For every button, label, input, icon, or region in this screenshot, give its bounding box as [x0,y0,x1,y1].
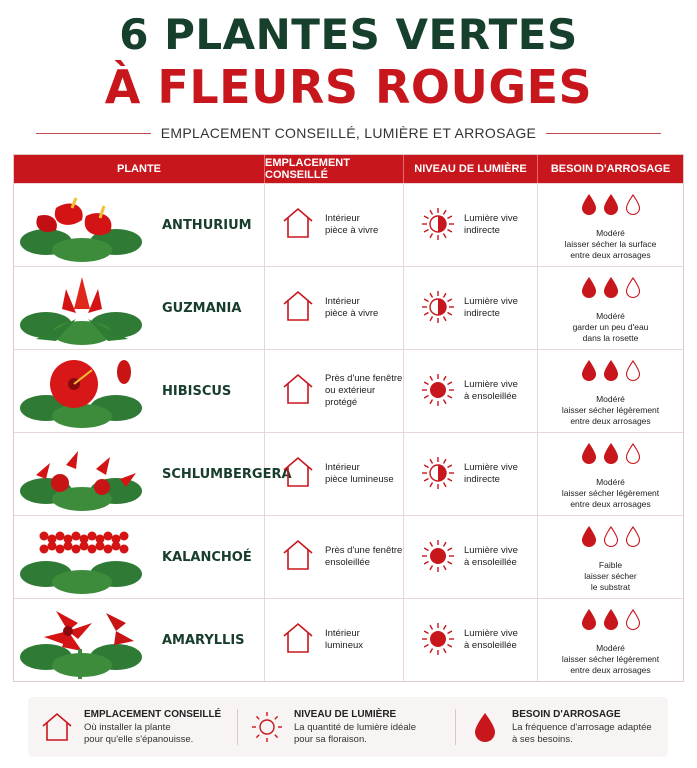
header-light: NIVEAU DE LUMIÈRE [404,155,538,183]
filled-drop-icon [581,443,597,465]
sun-icon [250,710,284,744]
watering-cell [538,516,683,598]
location-text: Intérieur pièce à vivre [325,296,379,319]
legend [28,697,668,757]
filled-drop-icon [603,609,619,631]
plant-cell [14,267,265,349]
filled-drop-icon [581,609,597,631]
filled-drop-icon [603,443,619,465]
legend-desc: Où installer la plante pour qu'elle s'épanouisse. [84,721,194,745]
watering-text: Modéré laisser sécher légèrement entre deux arrosages [561,477,660,509]
page-title-line-1: 6 PLANTES VERTES [119,10,578,59]
house-icon [282,289,314,323]
plant-photo [16,518,148,596]
location-cell [265,599,404,681]
light-cell [404,599,538,681]
half-sun-icon [420,455,456,491]
light-cell [404,350,538,432]
plant-name: SCHLUMBERGERA [162,466,292,482]
plant-table [13,154,684,682]
legend-desc: La fréquence d'arrosage adaptée à ses besoins. [512,721,652,745]
plant-name: GUZMANIA [162,300,242,316]
location-text: Près d'une fenêtre ou extérieur protégé [325,373,403,408]
table-row [14,515,683,598]
plant-cell [14,433,292,515]
empty-drop-icon [625,526,641,548]
watering-cell [538,350,683,432]
location-cell [265,184,404,266]
legend-item-location [28,697,238,757]
empty-drop-icon [625,609,641,631]
watering-text: Modéré laisser sécher légèrement entre deux arrosages [561,394,660,426]
subtitle: EMPLACEMENT CONSEILLÉ, LUMIÈRE ET ARROSAGE [160,125,537,141]
location-cell [265,516,404,598]
legend-title: BESOIN D'ARROSAGE [512,708,621,720]
plant-name: AMARYLLIS [162,632,245,648]
location-text: Intérieur lumineux [325,628,364,651]
table-row [14,432,683,515]
subtitle-row [36,123,661,143]
plant-cell [14,350,265,432]
plant-photo [16,269,148,347]
water-level [538,443,683,465]
house-icon [282,206,314,240]
filled-drop-icon [581,194,597,216]
light-cell [404,184,538,266]
plant-photo [16,352,148,430]
empty-drop-icon [625,443,641,465]
water-level [538,526,683,548]
light-text: Lumière vive à ensoleillée [464,628,518,651]
water-level [538,360,683,382]
house-icon [40,710,74,744]
full-sun-icon [420,372,456,408]
water-level [538,277,683,299]
light-text: Lumière vive à ensoleillée [464,545,518,568]
house-icon [282,455,314,489]
light-cell [404,267,538,349]
location-text: Intérieur pièce lumineuse [325,462,394,485]
location-cell [265,350,404,432]
full-sun-icon [420,538,456,574]
light-cell [404,433,538,515]
half-sun-icon [420,206,456,242]
plant-photo [16,601,148,679]
half-sun-icon [420,289,456,325]
filled-drop-icon [581,526,597,548]
table-row [14,183,683,266]
house-icon [282,621,314,655]
watering-text: Modéré laisser sécher légèrement entre deux arrosages [561,643,660,675]
table-row [14,598,683,681]
page-title-line-2: À FLEURS ROUGES [104,60,593,114]
filled-drop-icon [603,277,619,299]
table-header [14,155,683,183]
plant-cell [14,516,265,598]
light-text: Lumière vive indirecte [464,213,518,236]
light-text: Lumière vive à ensoleillée [464,379,518,402]
watering-cell [538,184,683,266]
filled-drop-icon [603,360,619,382]
header-location: EMPLACEMENT CONSEILLÉ [265,155,404,183]
legend-title: EMPLACEMENT CONSEILLÉ [84,708,222,720]
light-cell [404,516,538,598]
header-plant: PLANTE [14,155,265,183]
divider-line [546,133,661,134]
full-sun-icon [420,621,456,657]
location-cell [265,267,404,349]
house-icon [282,372,314,406]
location-cell [265,433,404,515]
empty-drop-icon [603,526,619,548]
legend-item-watering [456,697,668,757]
filled-drop-icon [581,360,597,382]
legend-desc: La quantité de lumière idéale pour sa floraison. [294,721,417,745]
empty-drop-icon [625,277,641,299]
location-text: Intérieur pièce à vivre [325,213,379,236]
watering-cell [538,267,683,349]
table-row [14,266,683,349]
plant-photo [16,435,148,513]
header-watering: BESOIN D'ARROSAGE [550,163,671,175]
watering-text: Faible laisser sécher le substrat [584,560,637,592]
filled-drop-icon [603,194,619,216]
plant-name: HIBISCUS [162,383,232,399]
location-text: Près d'une fenêtre ensoleillée [325,545,403,568]
plant-name: KALANCHOÉ [162,549,252,565]
light-text: Lumière vive indirecte [464,296,518,319]
empty-drop-icon [625,194,641,216]
watering-cell [538,433,683,515]
table-row [14,349,683,432]
light-text: Lumière vive indirecte [464,462,518,485]
watering-text: Modéré garder un peu d'eau dans la rosette [572,311,649,343]
filled-drop-icon [581,277,597,299]
watering-text: Modéré laisser sécher la surface entre deux arrosages [564,228,657,260]
plant-name: ANTHURIUM [162,217,252,233]
watering-cell [538,599,683,681]
water-drop-icon [468,710,502,744]
water-level [538,609,683,631]
plant-cell [14,599,265,681]
house-icon [282,538,314,572]
legend-item-light [238,697,456,757]
legend-title: NIVEAU DE LUMIÈRE [294,708,397,720]
plant-photo [16,186,148,264]
water-level [538,194,683,216]
divider-line [36,133,151,134]
empty-drop-icon [625,360,641,382]
plant-cell [14,184,265,266]
